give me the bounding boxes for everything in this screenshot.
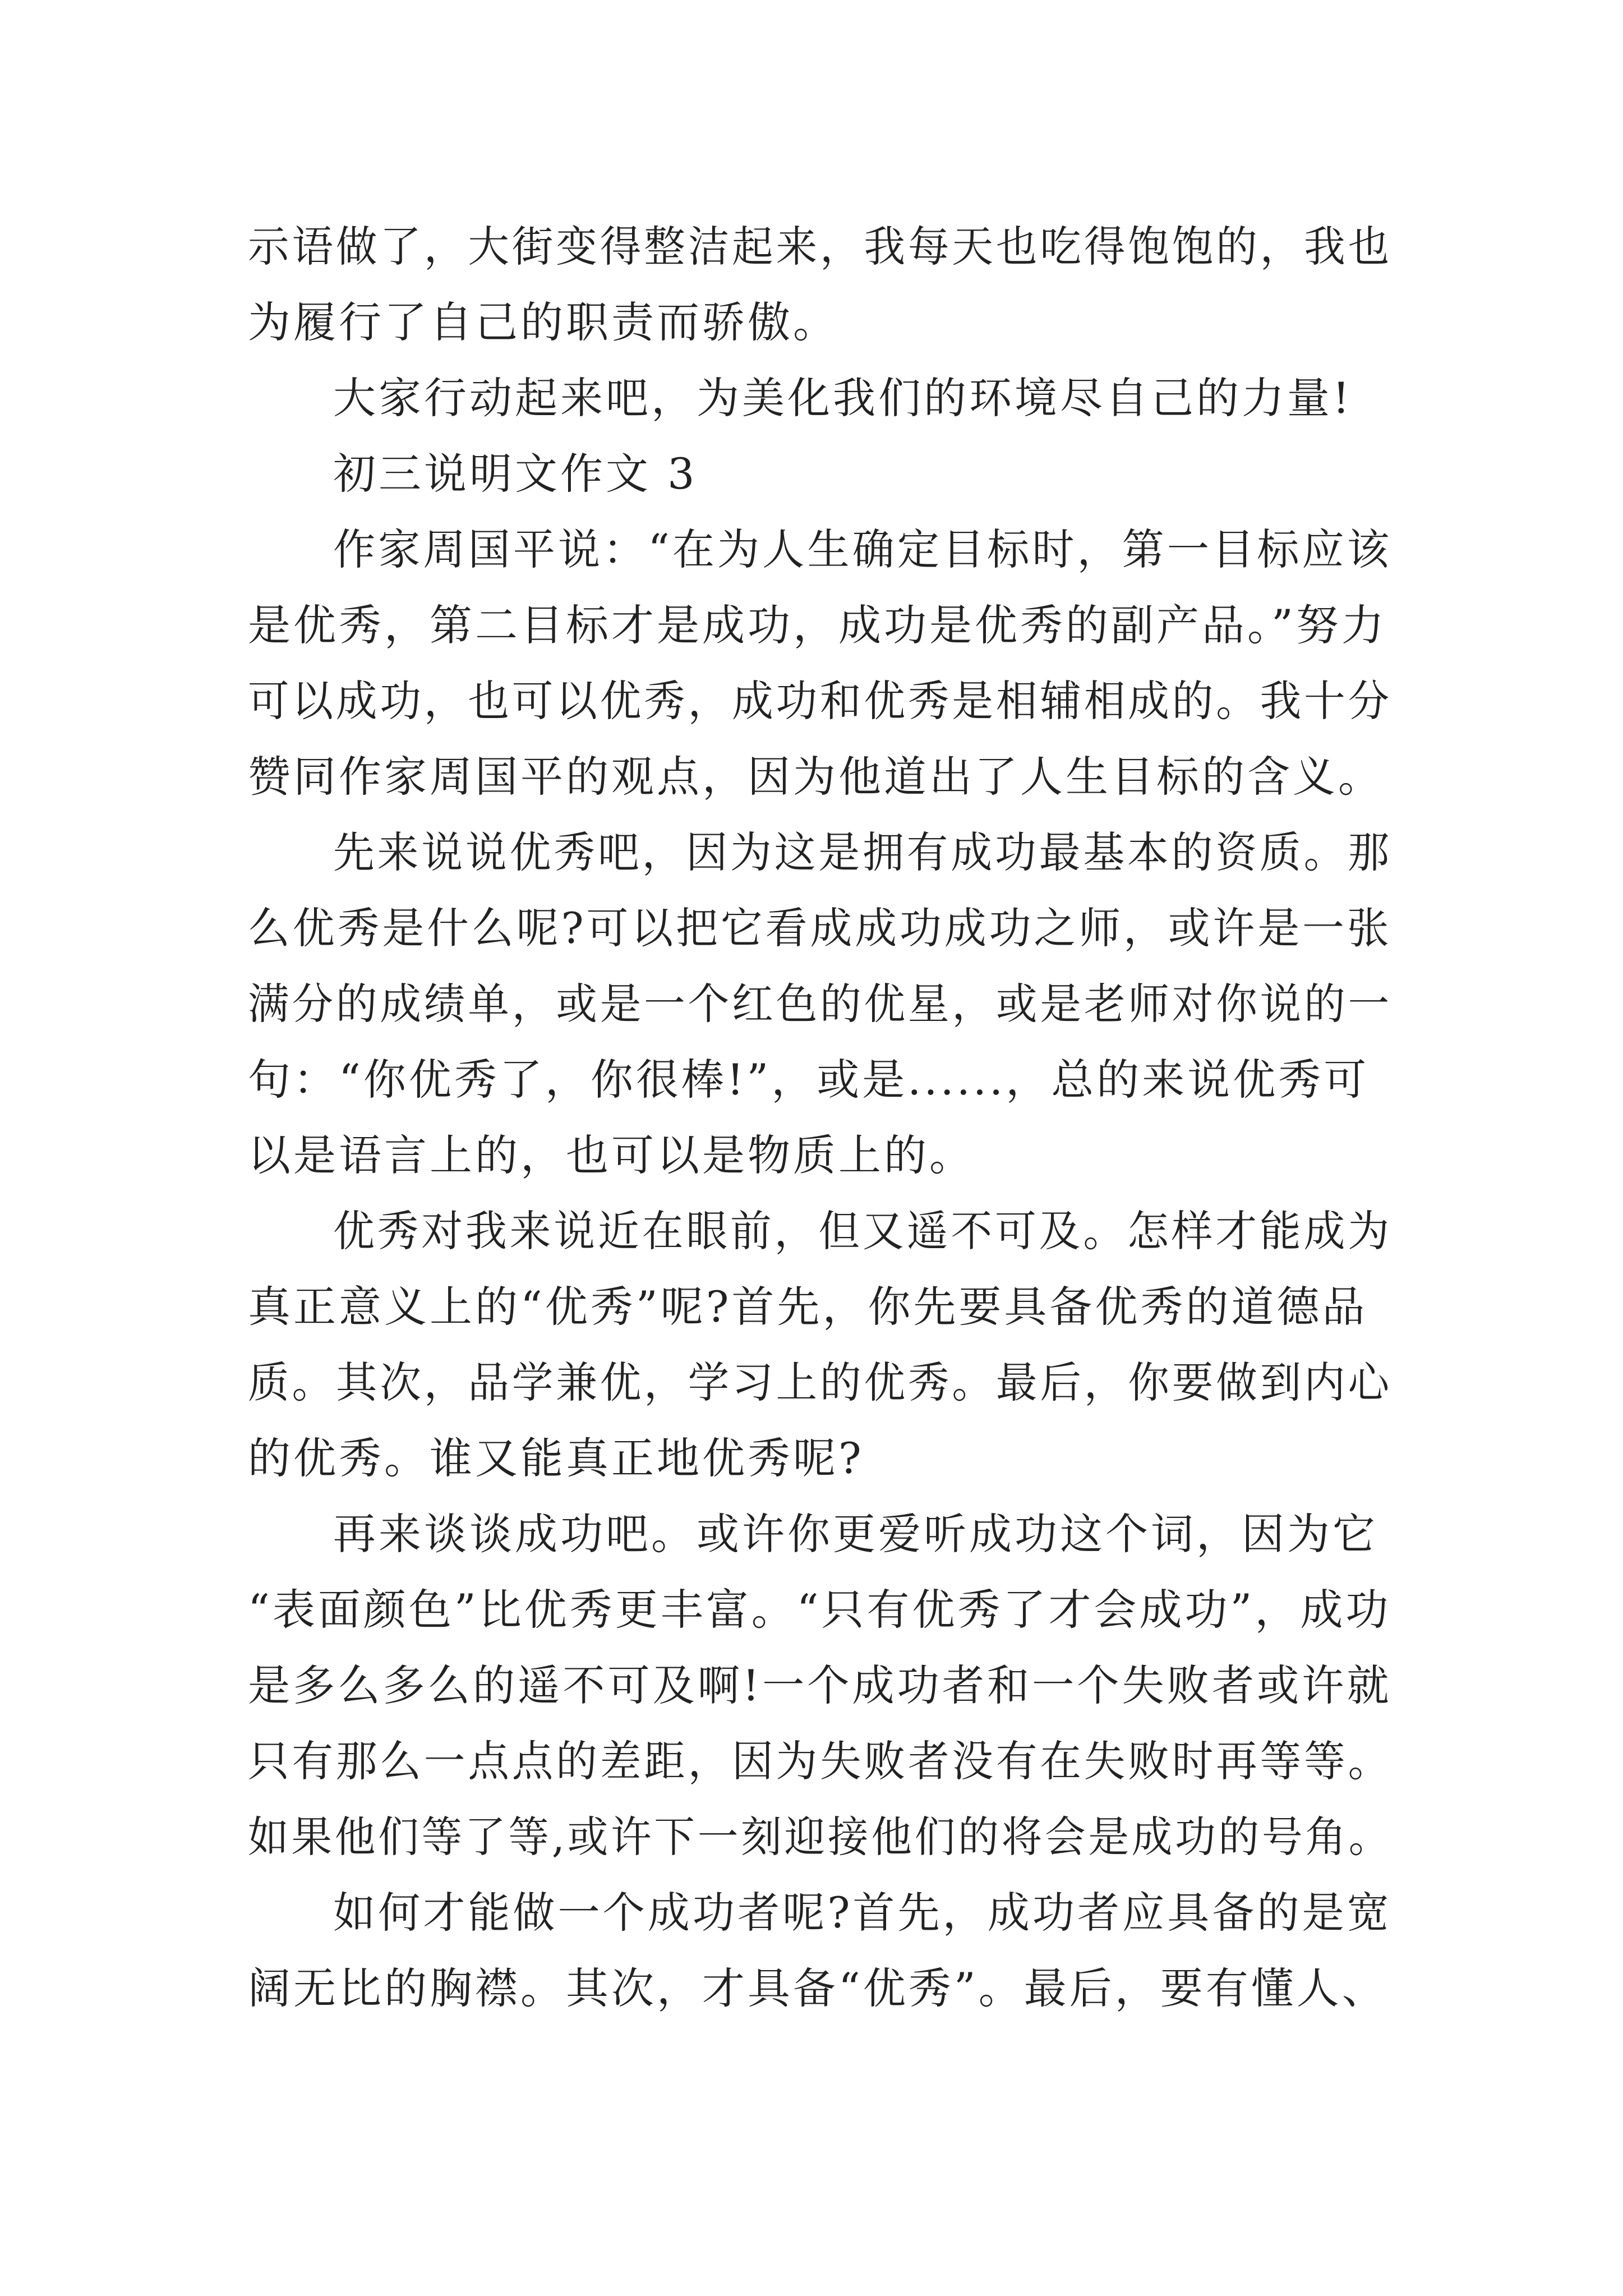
text-line: 优秀对我来说近在眼前，但又遥不可及。怎样才能成为 <box>333 1206 1393 1256</box>
text-line: 的优秀。谁又能真正地优秀呢? <box>248 1433 864 1483</box>
text-line: 如果他们等了等,或许下一刻迎接他们的将会是成功的号角。 <box>248 1812 1393 1862</box>
text-line: 么优秀是什么呢?可以把它看成成功成功之师，或许是一张 <box>248 903 1392 953</box>
text-line: 示语做了，大街变得整洁起来，我每天也吃得饱饱的，我也 <box>248 222 1393 272</box>
text-line: 先来说说优秀吧，因为这是拥有成功最基本的资质。那 <box>333 827 1393 877</box>
text-line: 质。其次，品学兼优，学习上的优秀。最后，你要做到内心 <box>248 1358 1393 1407</box>
text-line: 为履行了自己的职责而骄傲。 <box>248 297 838 347</box>
text-line: 阔无比的胸襟。其次，才具备“优秀”。最后，要有懂人、 <box>248 1963 1387 2013</box>
text-line: 再来谈谈成功吧。或许你更爱听成功这个词，因为它 <box>333 1509 1378 1559</box>
text-line: 只有那么一点点的差距，因为失败者没有在失败时再等等。 <box>248 1736 1393 1786</box>
section-heading: 初三说明文作文 3 <box>333 449 698 499</box>
text-line: 真正意义上的“优秀”呢?首先，你先要具备优秀的道德品 <box>248 1282 1368 1332</box>
text-line: 是优秀，第二目标才是成功，成功是优秀的副产品。”努力 <box>248 600 1387 650</box>
text-line: 如何才能做一个成功者呢?首先，成功者应具备的是宽 <box>333 1888 1392 1938</box>
text-line: 大家行动起来吧，为美化我们的环境尽自己的力量! <box>333 373 1353 423</box>
text-line: 赞同作家周国平的观点，因为他道出了人生目标的含义。 <box>248 752 1384 802</box>
text-line: 作家周国平说：“在为人生确定目标时，第一目标应该 <box>333 524 1392 574</box>
text-line: 以是语言上的，也可以是物质上的。 <box>248 1130 975 1180</box>
text-line: 句：“你优秀了，你很棒!”，或是......，总的来说优秀可 <box>248 1055 1370 1105</box>
text-line: 可以成功，也可以优秀，成功和优秀是相辅相成的。我十分 <box>248 676 1393 726</box>
text-line: “表面颜色”比优秀更丰富。“只有优秀了才会成功”，成功 <box>248 1585 1391 1635</box>
text-line: 满分的成绩单，或是一个红色的优星，或是老师对你说的一 <box>248 979 1393 1029</box>
text-line: 是多么多么的遥不可及啊!一个成功者和一个失败者或许就 <box>248 1660 1392 1710</box>
